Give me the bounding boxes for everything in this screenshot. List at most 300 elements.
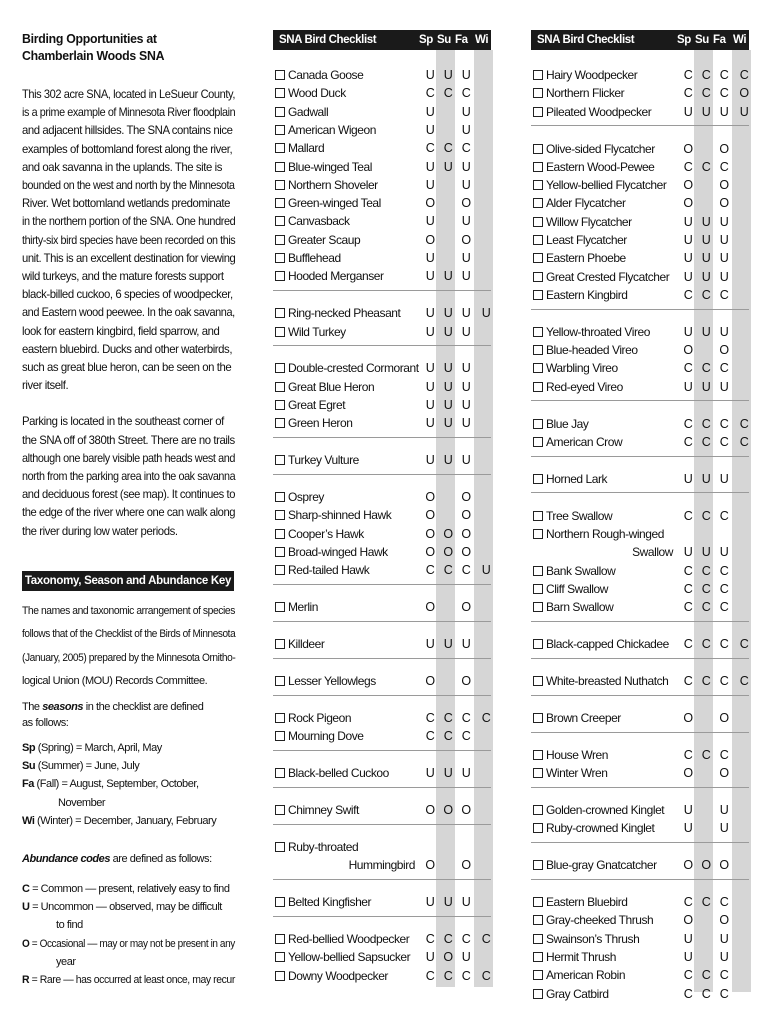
- abundance-code: C: [425, 141, 435, 156]
- species-checkbox[interactable]: [275, 180, 285, 190]
- abundance-code: U: [701, 471, 711, 486]
- species-name: Blue Jay: [546, 416, 589, 431]
- abundance-code: U: [461, 306, 471, 321]
- species-checkbox[interactable]: [533, 144, 543, 154]
- species-checkbox[interactable]: [275, 143, 285, 153]
- species-checkbox[interactable]: [533, 382, 543, 392]
- checklist-row: [275, 66, 491, 84]
- species-name: Golden-crowned Kinglet: [546, 803, 665, 817]
- species-checkbox[interactable]: [275, 639, 285, 649]
- abundance-code: C: [719, 637, 729, 652]
- species-checkbox[interactable]: [533, 566, 543, 576]
- abundance-code: U: [425, 895, 435, 910]
- abundance-code: U: [683, 269, 693, 284]
- species-checkbox[interactable]: [275, 88, 285, 98]
- checklist-row: [533, 158, 749, 176]
- species-name: Green-winged Teal: [288, 196, 381, 211]
- abundance-code: U: [425, 398, 435, 412]
- species-checkbox[interactable]: [533, 327, 543, 337]
- abundance-code: U: [425, 306, 435, 321]
- group-divider: [273, 658, 491, 659]
- species-checkbox[interactable]: [275, 731, 285, 741]
- abundance-code: C: [683, 508, 693, 523]
- abundance-code: C: [701, 416, 711, 431]
- paragraph-line: the river during low water periods.: [22, 523, 178, 538]
- species-checkbox[interactable]: [275, 308, 285, 318]
- species-name: Gray Catbird: [546, 986, 609, 1001]
- abundance-code: O: [461, 490, 471, 505]
- abundance-code: O: [683, 858, 693, 873]
- checklist-row: [275, 488, 491, 506]
- species-name: Gadwall: [288, 104, 329, 119]
- group-divider: [531, 787, 749, 788]
- species-checkbox[interactable]: [275, 510, 285, 520]
- paragraph-line: river itself.: [22, 378, 69, 393]
- abundance-code: C: [719, 86, 729, 101]
- abundance-text: year: [56, 956, 76, 969]
- species-checkbox[interactable]: [275, 529, 285, 539]
- abundance-code: O: [683, 141, 693, 156]
- abundance-code: C: [701, 563, 711, 578]
- species-name: Great Blue Heron: [288, 379, 375, 394]
- species-name: Blue-headed Vireo: [546, 343, 638, 358]
- abundance-code: U: [425, 214, 435, 229]
- species-checkbox[interactable]: [275, 107, 285, 117]
- species-checkbox[interactable]: [275, 934, 285, 944]
- species-name: Mourning Dove: [288, 729, 364, 744]
- checklist-row: [533, 911, 749, 929]
- species-name: Willow Flycatcher: [546, 214, 632, 229]
- species-name: Great Egret: [288, 398, 346, 412]
- page-title: [22, 30, 247, 64]
- season-abbr: Fa: [22, 778, 34, 791]
- species-checkbox[interactable]: [275, 713, 285, 723]
- abundance-code: U: [443, 398, 453, 412]
- abundance-code: O: [425, 508, 435, 523]
- abundance-code: U: [719, 379, 729, 394]
- species-checkbox[interactable]: [275, 952, 285, 962]
- abundance-code: C: [461, 968, 471, 983]
- group-divider: [531, 309, 749, 310]
- species-checkbox[interactable]: [533, 584, 543, 594]
- abundance-code: U: [425, 416, 435, 431]
- species-checkbox[interactable]: [275, 565, 285, 575]
- species-checkbox[interactable]: [275, 216, 285, 226]
- abundance-code: O: [719, 141, 729, 156]
- species-checkbox[interactable]: [275, 363, 285, 373]
- checklist-row: [275, 801, 491, 819]
- abundance-code: O: [683, 913, 693, 928]
- abundance-code: C: [461, 710, 471, 725]
- paragraph-line: eastern bluebird. Ducks and other waterbirds,: [22, 341, 233, 356]
- checklist-row: [275, 672, 491, 690]
- species-checkbox[interactable]: [533, 253, 543, 263]
- species-checkbox[interactable]: [533, 511, 543, 521]
- abundance-code: C: [683, 600, 693, 615]
- species-checkbox[interactable]: [533, 934, 543, 944]
- abundance-code: U: [425, 637, 435, 652]
- abundance-code: U: [461, 379, 471, 394]
- abundance-code: U: [719, 931, 729, 946]
- checklist-row: [533, 323, 749, 341]
- species-checkbox[interactable]: [533, 235, 543, 245]
- key-line: [22, 778, 199, 790]
- species-checkbox[interactable]: [275, 492, 285, 502]
- checklist-row: [275, 838, 491, 856]
- abundance-code: C: [719, 986, 729, 1001]
- abundance-term: Abundance codes: [22, 852, 110, 865]
- checklist-row: [275, 727, 491, 745]
- species-checkbox[interactable]: [533, 162, 543, 172]
- paragraph-line: This 302 acre SNA, located in LeSueur County,: [22, 87, 236, 101]
- checklist-row: [275, 635, 491, 653]
- checklist-row: [533, 140, 749, 158]
- species-checkbox[interactable]: [275, 676, 285, 686]
- abundance-code: U: [425, 104, 435, 119]
- species-checkbox[interactable]: [533, 970, 543, 980]
- species-name: Northern Rough-winged: [546, 527, 664, 541]
- abundance-code: U: [683, 214, 693, 229]
- species-checkbox[interactable]: [533, 272, 543, 282]
- group-divider: [531, 879, 749, 880]
- species-name: Winter Wren: [546, 766, 608, 781]
- checklist-row: [533, 359, 749, 377]
- abundance-code: O: [425, 858, 435, 873]
- abundance-code: C: [739, 637, 749, 652]
- abundance-code: U: [683, 251, 693, 266]
- species-name: Eastern Kingbird: [546, 287, 628, 302]
- abundance-code: C: [425, 710, 435, 725]
- abundance-code: O: [719, 196, 729, 211]
- species-checkbox[interactable]: [533, 474, 543, 484]
- species-name: Ruby-throated: [288, 839, 359, 854]
- group-divider: [273, 750, 491, 751]
- species-name: Belted Kingfisher: [288, 895, 372, 910]
- abundance-code: U: [461, 122, 471, 137]
- species-name: Double-crested Cormorant: [288, 361, 419, 376]
- abundance-code: U: [425, 766, 435, 781]
- species-name: Killdeer: [288, 637, 325, 652]
- species-checkbox[interactable]: [275, 125, 285, 135]
- abundance-code: U: [425, 269, 435, 284]
- species-name: Blue-gray Gnatcatcher: [546, 858, 657, 873]
- key-line: [22, 815, 216, 827]
- checklist-row: [533, 194, 749, 212]
- abundance-code: O: [425, 545, 435, 559]
- species-checkbox[interactable]: [275, 253, 285, 263]
- checklist-row: [533, 231, 749, 249]
- species-name: Great Crested Flycatcher: [546, 269, 670, 284]
- species-checkbox[interactable]: [533, 290, 543, 300]
- species-name: Mallard: [288, 141, 325, 156]
- paragraph-line: Parking is located in the southeast corner of: [22, 414, 224, 429]
- species-name: Northern Flicker: [546, 86, 625, 101]
- species-checkbox[interactable]: [275, 547, 285, 557]
- species-checkbox[interactable]: [533, 713, 543, 723]
- checklist-row: [275, 930, 491, 948]
- species-checkbox[interactable]: [533, 217, 543, 227]
- paragraph-line: wild turkeys, and the mature forests support: [22, 269, 224, 284]
- species-name: Swainson’s Thrush: [546, 931, 640, 946]
- group-divider: [273, 437, 491, 438]
- abundance-code: C: [461, 729, 471, 744]
- species-name: Greater Scaup: [288, 232, 361, 247]
- abundance-code: C: [461, 86, 471, 101]
- key-line: [22, 901, 222, 913]
- abundance-code: U: [719, 233, 729, 247]
- species-checkbox[interactable]: [533, 107, 543, 117]
- checklist-row: [275, 948, 491, 966]
- key-line: The names and taxonomic arrangement of species: [22, 604, 235, 617]
- species-checkbox[interactable]: [275, 805, 285, 815]
- abundance-code: C: [683, 434, 693, 449]
- title-line: Chamberlain Woods SNA: [22, 48, 165, 63]
- species-checkbox[interactable]: [275, 198, 285, 208]
- species-checkbox[interactable]: [275, 455, 285, 465]
- abundance-code: U: [701, 545, 711, 560]
- abundance-code: U: [701, 379, 711, 394]
- abundance-code: C: [719, 581, 729, 596]
- species-checkbox[interactable]: [533, 860, 543, 870]
- species-checkbox[interactable]: [533, 345, 543, 355]
- abundance-code: C: [719, 361, 729, 376]
- key-body: [22, 591, 247, 991]
- species-name: American Crow: [546, 434, 623, 449]
- key-line: [22, 797, 105, 809]
- paragraph-line: the SNA off of 380th Street. There are no trails: [22, 432, 235, 447]
- species-name: Hermit Thrush: [546, 950, 616, 964]
- abundance-code: C: [719, 674, 729, 688]
- species-name: American Wigeon: [288, 122, 376, 137]
- key-line: [22, 853, 212, 865]
- checklist-row: [275, 176, 491, 194]
- checklist-row: [533, 580, 749, 598]
- season-column-label: Wi: [475, 34, 489, 46]
- species-checkbox[interactable]: [533, 529, 543, 539]
- species-name: Hairy Woodpecker: [546, 68, 638, 82]
- abundance-code: C: [443, 968, 453, 983]
- species-checkbox[interactable]: [275, 70, 285, 80]
- abundance-code: U: [443, 453, 453, 468]
- species-name: Sharp-shinned Hawk: [288, 508, 392, 523]
- abundance-code: U: [443, 637, 453, 652]
- species-name: Cliff Swallow: [546, 581, 608, 596]
- species-checkbox[interactable]: [275, 400, 285, 410]
- species-checkbox[interactable]: [533, 989, 543, 999]
- species-checkbox[interactable]: [275, 602, 285, 612]
- species-checkbox[interactable]: [275, 418, 285, 428]
- species-checkbox[interactable]: [275, 768, 285, 778]
- species-checkbox[interactable]: [275, 235, 285, 245]
- abundance-code: U: [701, 269, 711, 284]
- species-checkbox[interactable]: [533, 180, 543, 190]
- abundance-code: U: [461, 453, 471, 468]
- key-line: [22, 742, 162, 754]
- season-column-label: Sp: [419, 34, 433, 46]
- season-column-label: Fa: [713, 34, 726, 46]
- species-checkbox[interactable]: [275, 271, 285, 281]
- abundance-code: U: [443, 766, 453, 781]
- group-divider: [531, 732, 749, 733]
- abundance-code: U: [443, 324, 453, 339]
- group-divider: [531, 456, 749, 457]
- species-checkbox[interactable]: [275, 162, 285, 172]
- title-line: Birding Opportunities at: [22, 31, 157, 46]
- species-checkbox[interactable]: [533, 805, 543, 815]
- species-name: Alder Flycatcher: [546, 196, 626, 211]
- abundance-code: O: [443, 803, 453, 817]
- abundance-code: U: [683, 931, 693, 946]
- paragraph-line: and deciduous forest (see map). It continues to: [22, 487, 235, 502]
- abundance-code: U: [443, 361, 453, 376]
- checklist-row: [275, 598, 491, 616]
- abundance-code: C: [481, 932, 491, 946]
- abundance-code: C: [701, 86, 711, 101]
- abundance-code: O: [683, 343, 693, 358]
- abundance-code: C: [443, 86, 453, 101]
- paragraph-line: and oak savanna in the uplands. The site is: [22, 159, 222, 174]
- abundance-code: C: [443, 141, 453, 156]
- checklist-row: [533, 562, 749, 580]
- checklist-row: [533, 635, 749, 653]
- key-line: [22, 760, 139, 772]
- paragraph-line: the edge of the river where one can walk along: [22, 505, 236, 520]
- species-checkbox[interactable]: [533, 363, 543, 373]
- checklist-row: [533, 103, 749, 121]
- species-checkbox[interactable]: [533, 915, 543, 925]
- abundance-code: C: [683, 361, 693, 376]
- abundance-code: U: [461, 416, 471, 431]
- abundance-code: C: [719, 600, 729, 615]
- checklist-row: [275, 506, 491, 524]
- abundance-code: C: [719, 747, 729, 762]
- abundance-code: U: [739, 104, 749, 119]
- abundance-code: C: [739, 68, 749, 82]
- checklist-row: [275, 103, 491, 121]
- checklist-row: [533, 598, 749, 616]
- species-checkbox[interactable]: [275, 842, 285, 852]
- abundance-code: U: [461, 637, 471, 652]
- checklist-row: [275, 414, 491, 432]
- species-checkbox[interactable]: [533, 419, 543, 429]
- season-abbr: Su: [22, 760, 36, 773]
- abundance-code: C: [701, 508, 711, 523]
- species-name: American Robin: [546, 968, 626, 983]
- checklist-row: [533, 893, 749, 911]
- species-checkbox[interactable]: [533, 88, 543, 98]
- group-divider: [273, 474, 491, 475]
- paragraph-line: in the northern portion of the SNA. One hundred: [22, 214, 236, 229]
- checklist-row: [275, 323, 491, 341]
- checklist-header: [273, 30, 491, 50]
- species-checkbox[interactable]: [533, 823, 543, 833]
- checklist-row: [533, 286, 749, 304]
- species-checkbox[interactable]: [533, 750, 543, 760]
- abundance-code: U: [443, 379, 453, 394]
- abundance-code: U: [719, 324, 729, 339]
- species-name: Eastern Wood-Pewee: [546, 159, 655, 174]
- species-checkbox[interactable]: [533, 639, 543, 649]
- species-checkbox[interactable]: [275, 971, 285, 981]
- abundance-code: U: [425, 68, 435, 82]
- species-checkbox[interactable]: [533, 437, 543, 447]
- species-checkbox[interactable]: [533, 602, 543, 612]
- abundance-code: C: [719, 287, 729, 302]
- season-text: (Spring) = March, April, May: [35, 741, 162, 754]
- species-name: Yellow-bellied Sapsucker: [288, 950, 411, 965]
- species-checkbox[interactable]: [275, 382, 285, 392]
- paragraph-line: thirty-six bird species have been recorded on this: [22, 232, 236, 247]
- checklist-row: [533, 672, 749, 690]
- paragraph-line: and Eastern wood peewee. In the oak savanna,: [22, 305, 235, 320]
- species-checkbox[interactable]: [275, 327, 285, 337]
- checklist-row: [275, 304, 491, 322]
- abundance-code: C: [701, 287, 711, 302]
- abundance-code: C: [719, 895, 729, 910]
- species-checkbox[interactable]: [533, 70, 543, 80]
- abundance-code: C: [739, 416, 749, 431]
- abundance-code: U: [443, 269, 453, 284]
- species-name: House Wren: [546, 747, 608, 762]
- abundance-code: C: [701, 581, 711, 596]
- species-checkbox[interactable]: [275, 897, 285, 907]
- checklist-row: [275, 158, 491, 176]
- key-line: follows that of the Checklist of the Birds of Minnesota: [22, 628, 236, 641]
- abundance-code: C: [683, 68, 693, 82]
- species-name: Hooded Merganser: [288, 269, 384, 284]
- season-column-label: Su: [695, 34, 709, 46]
- checklist-row: [533, 525, 749, 543]
- paragraph-line: examples of bottomland forest along the river,: [22, 141, 233, 156]
- species-name: Hummingbird: [348, 858, 415, 873]
- checklist-row: [275, 121, 491, 139]
- abundance-code: U: [683, 545, 693, 560]
- abundance-code: U: [461, 950, 471, 965]
- abundance-code: U: [683, 950, 693, 964]
- species-checkbox[interactable]: [533, 952, 543, 962]
- abundance-code: C: [683, 895, 693, 910]
- checklist-row: [275, 378, 491, 396]
- abundance-code: C: [719, 563, 729, 578]
- paragraph-line: bounded on the west and north by the Minnesota: [22, 178, 235, 193]
- checklist-row: [533, 764, 749, 782]
- species-name: Cooper’s Hawk: [288, 526, 364, 541]
- season-abbr: Sp: [22, 741, 36, 754]
- species-name: Tree Swallow: [546, 508, 613, 523]
- abundance-code: O: [719, 858, 729, 873]
- species-checkbox[interactable]: [533, 768, 543, 778]
- species-name: Brown Creeper: [546, 710, 621, 725]
- abundance-code: O: [719, 766, 729, 781]
- checklist-row: [275, 893, 491, 911]
- checklist-row: [533, 543, 749, 561]
- group-divider: [531, 125, 749, 126]
- abundance-code: U: [425, 324, 435, 339]
- species-name: Wild Turkey: [288, 324, 346, 339]
- checklist-row: [533, 801, 749, 819]
- abundance-code: C: [701, 968, 711, 983]
- species-checkbox[interactable]: [533, 676, 543, 686]
- abundance-code: C: [425, 563, 435, 578]
- species-name: Turkey Vulture: [288, 453, 359, 468]
- species-checkbox[interactable]: [533, 198, 543, 208]
- abundance-abbr: U: [22, 901, 30, 914]
- abundance-code: U: [719, 251, 729, 266]
- abundance-code: C: [425, 932, 435, 946]
- species-checkbox[interactable]: [533, 897, 543, 907]
- season-text: November: [58, 796, 106, 809]
- abundance-code: O: [443, 950, 453, 965]
